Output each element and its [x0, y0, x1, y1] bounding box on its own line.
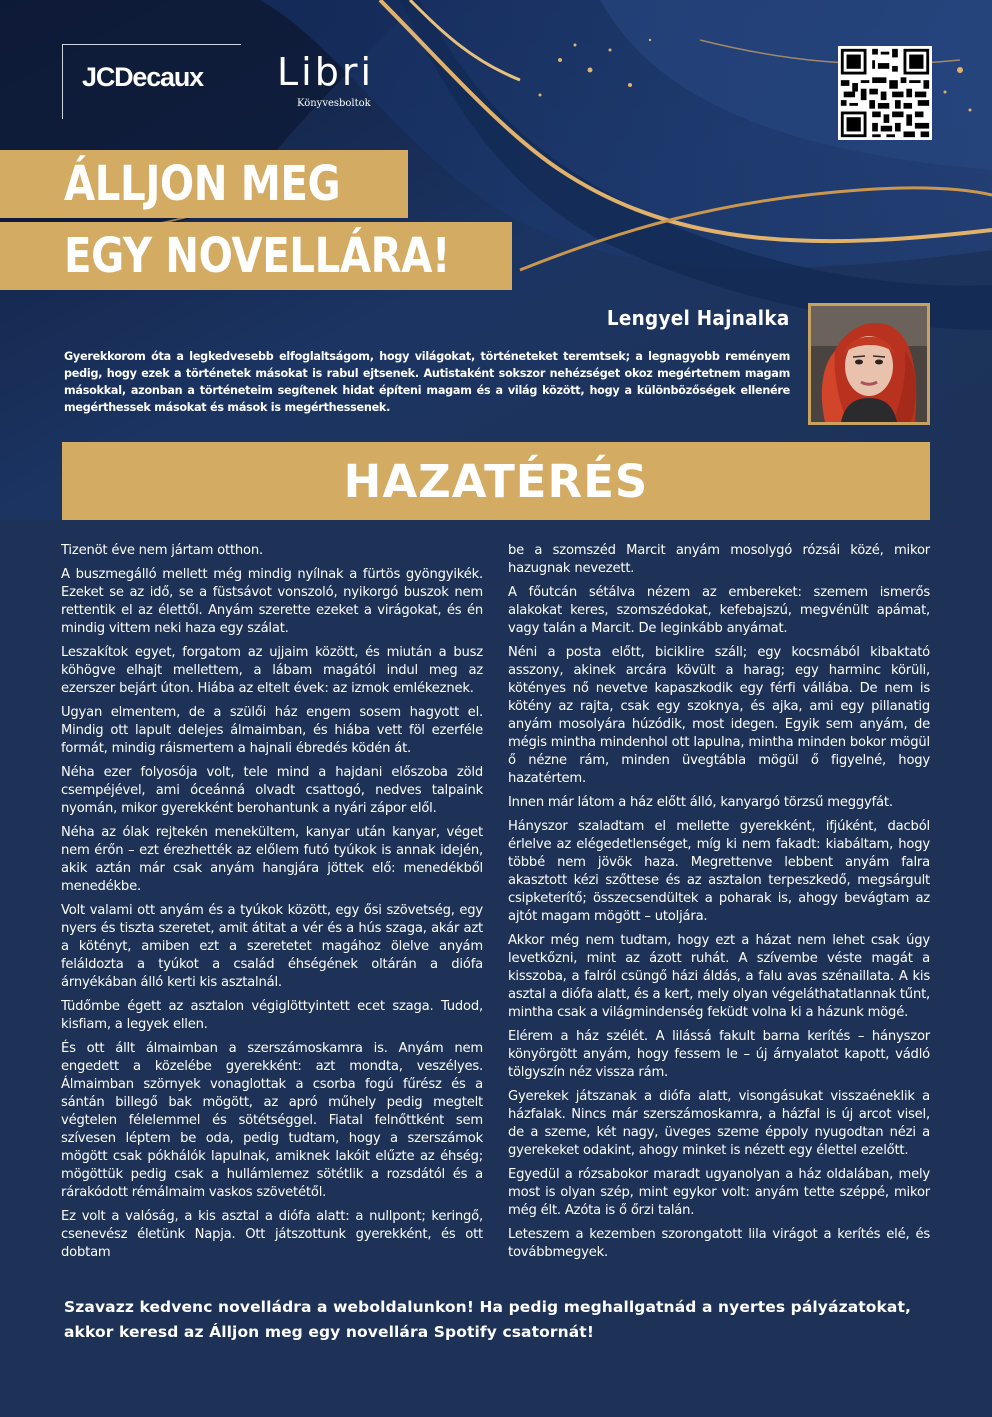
story-paragraph: Tizenöt éve nem jártam otthon.	[61, 543, 263, 558]
story-paragraph: Akkor még nem tudtam, hogy ezt a házat nem lehet csak úgy levetkőzni, mint az ázott ruhát. A szívembe véste magát a kisszoba, a falról csüngő házi áldás, a falu avas szénaillata. A kis asztal a diófa alatt, és a kert, mely olyan végeláthatatlannak tűnt, mintha csak a világmindenség feküdt volna ki a házunk mögé.	[508, 933, 930, 1020]
story-paragraph: A főutcán sétálva nézem az embereket: szemem ismerős alakokat keres, szomszédokat, kefebajszú, megvénült apámat, vagy talán a Marcit. De leginkább anyámat.	[508, 585, 930, 636]
author-name: Lengyel Hajnalka	[607, 306, 790, 330]
libri-subtitle: Könyvesboltok	[297, 98, 371, 109]
story-paragraph: Innen már látom a ház előtt álló, kanyargó törzsű meggyfát.	[508, 795, 893, 810]
qr-code-icon[interactable]	[838, 46, 932, 140]
story-title: HAZATÉRÉS	[343, 455, 649, 508]
libri-logo	[277, 50, 374, 94]
story-paragraph: Leteszem a kezemben szorongatott lila virágot a kerítés elé, és továbbmegyek.	[508, 1227, 930, 1260]
story-paragraph: Elérem a ház szélét. A lilássá fakult barna kerítés – hányszor könyörgött anyám, hogy fessem le – új árnyalatot kapott, vádló tölgyszín néz vissza rám.	[508, 1029, 930, 1080]
story-paragraph: Hányszor szaladtam el mellette gyerekként, ifjúként, dacból érlelve az elégedetlenséget, míg ki nem fakadt: kiabáltam, hogy többé nem jövök haza. Megrettenve lebbent anyám falra akasztott kézi szőttese és az asztalon terpeszkedő, megsárgult csipketerítő; összecsendültek a poharak is, ahogy bevágtam az ajtót magam mögött – utoljára.	[508, 819, 930, 924]
footer-call-to-action	[64, 1295, 944, 1345]
story-paragraph: Néni a posta előtt, biciklire száll; egy kocsmából kibaktató asszony, akinek arcára kövült a harag; egy harminc körüli, kötényes nő nevetve kapaszkodik egy férfi vállába. De nem is kötény az rajta, csak egy szoknya, és ajka, ami egy pillanatig anyám mosolyára húzódik, most idegen. Egyik sem anyám, de mégis mintha mindenhol ott lapulna, mintha minden bokor mögül ő nézne rám, minden üvegtábla mögül ő figyelné, hogy hazatértem.	[508, 645, 930, 786]
story-paragraph: Ez volt a valóság, a kis asztal a diófa alatt: a nullpont; keringő, csenevész életünk Napja. Ott játszottunk gyerekként, és ott dobtam	[61, 1209, 483, 1260]
story-paragraph: Ugyan elmentem, de a szülői ház engem sosem hagyott el. Mindig ott lapult delejes álmaimban, és hiába vett föl ezerféle formát, mindig ráismertem a hajnali ébredés ködén át.	[61, 705, 483, 756]
footer-line-1: Szavazz kedvenc novelládra a weboldalunkon! Ha pedig meghallgatnád a nyertes pályázatokat,	[64, 1298, 911, 1316]
story-column-right	[508, 542, 930, 1268]
story-paragraph: Egyedül a rózsabokor maradt ugyanolyan a ház oldalában, mely most is olyan szép, mint egykor volt: anyám tette széppé, mikor még élt. Azóta is ő őrzi talán.	[508, 1167, 930, 1218]
headline-line-2: EGY NOVELLÁRA!	[64, 228, 451, 284]
story-column-left	[61, 542, 483, 1268]
story-paragraph: Néha az ólak rejtekén menekültem, kanyar után kanyar, véget nem érőn – ezt érezhették az előlem futó tyúkok is annak idején, akik aztán már csak anyám hangjára jöttek elő: menedékből menedékbe.	[61, 825, 483, 894]
story-paragraph: be a szomszéd Marcit anyám mosolygó rózsái közé, mikor hazugnak nevezett.	[508, 543, 930, 576]
author-photo	[808, 303, 930, 425]
headline-line-1: ÁLLJON MEG	[64, 156, 341, 212]
author-portrait-illustration	[811, 306, 927, 422]
story-paragraph: Leszakítok egyet, forgatom az ujjaim között, és miután a busz köhögve elhajt mellettem, a lábam magától indul meg az ezerszer bejárt úton. Hiába az eltelt évek: az izmok emlékeznek.	[61, 645, 483, 696]
story-paragraph: Tüdőmbe égett az asztalon végiglöttyintett ecet szaga. Tudod, kisfiam, a legyek ellen.	[61, 999, 483, 1032]
story-paragraph: Gyerekek játszanak a diófa alatt, visongásukat visszaéneklik a házfalak. Nincs már szerszámoskamra, a házfal is új arcot visel, de a szeme, két nagy, üveges szeme éppoly nyugodtan nézi a gyerekeket odakint, ahogy minket is nézett egy élettel ezelőtt.	[508, 1089, 930, 1158]
story-paragraph: Néha ezer folyosója volt, tele mind a hajdani előszoba zöld csempéjével, ami óceánná olvadt csattogó, nedves talpaink nyomán, mikor gyerekként berohantunk a nyári zápor elől.	[61, 765, 483, 816]
footer-line-2: akkor keresd az Álljon meg egy novellára Spotify csatornát!	[64, 1323, 594, 1341]
story-paragraph: És ott állt álmaimban a szerszámoskamra is. Anyám nem engedett a közelébe gyerekként: azt mondta, veszélyes. Álmaimban szörnyek vonaglottak a csorba fogú fűrész és a sántán billegő bak mögött, az apró műhely pedig megtelt végtelen félelemmel és sötétséggel. Fiatal felnőttként sem szívesen léptem be oda, pedig tudtam, hogy a szerszámok mögött csak pókhálók lapulnak, amiknek lakóit elűzte az éhség; mögöttük pedig csak a hullámlemez sötétlik a rozsdától és a rárakódott rémálmaim vaskos szövetétől.	[61, 1041, 483, 1200]
jcdecaux-logo: JCDecaux	[82, 62, 203, 92]
author-bio: Gyerekkorom óta a legkedvesebb elfoglaltságom, hogy világokat, történeteket teremtsek; a legnagyobb reményem pedig, hogy ezek a történetek másokat is rabul ejtsenek. Autistaként sokszor nehézséget okoz megértetnem magam másokkal, azonban a történeteim segítenek hidat építeni magam és a világ között, hogy a különbözőségek ellenére megérthessek másokat és mások is megérthessenek.	[64, 350, 790, 414]
story-paragraph: Volt valami ott anyám és a tyúkok között, egy ősi szövetség, egy nyers és tiszta szeretet, amit átitat a vér és a hús szaga, akár azt a kötényt, amiben ezt a szeretetet magához ölelve anyám feláldozta a tyúkot a család éhségének oltárán a diófa árnyékában álló kerti kis asztalnál.	[61, 903, 483, 990]
libri-logo-text: Libri	[277, 50, 375, 94]
story-paragraph: A buszmegálló mellett még mindig nyílnak a fürtös gyöngyikék. Ezeket se az idő, se a füstsávot vonszoló, nyikorgó buszok nem rettentik el az élettől. Anyám szerette ezeket a virágokat, és én mindig vittem neki haza egy szálat.	[61, 567, 483, 636]
